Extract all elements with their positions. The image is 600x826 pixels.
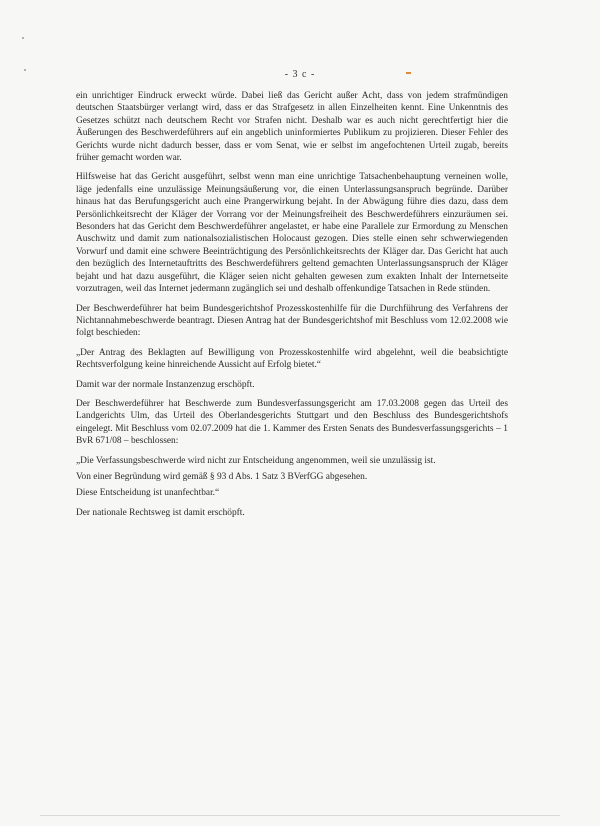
paragraph: Der Beschwerdeführer hat Beschwerde zum Bundesverfassungsgericht am 17.03.2008 gegen das Urteil des Landgerichts Ulm, das Urteil des Oberlandesgerichts Stuttgart und den Beschluss des Bundesgerichtshofs eingelegt. Mit Beschluss vom 02.07.2009 hat die 1. Kammer des Ersten Senats des Bundesverfassungsgerichts – 1 BvR 671/08 – beschlossen: — [76, 398, 508, 447]
quote-paragraph: „Die Verfassungsbeschwerde wird nicht zur Entscheidung angenommen, weil sie unzulässig ist. — [76, 455, 436, 466]
paragraph: Damit war der normale Instanzenzug erschöpft. — [76, 379, 255, 390]
quote-paragraph: „Der Antrag des Beklagten auf Bewilligung von Prozesskostenhilfe wird abgelehnt, weil die beabsichtigte Rechtsverfolgung keine hinreichende Aussicht auf Erfolg bietet.“ — [76, 347, 508, 371]
scan-edge-line — [40, 815, 560, 816]
paragraph: Der Beschwerdeführer hat beim Bundesgerichtshof Prozesskostenhilfe für die Durchführung des Verfahrens der Nichtannahmebeschwerde beantragt. Diesen Antrag hat der Bundesgerichtshof mit Beschluss vom 12.02.2008 wie folgt beschieden: — [76, 303, 508, 339]
orange-marker — [406, 72, 411, 74]
scan-speck — [22, 37, 24, 39]
quote-paragraph: Von einer Begründung wird gemäß § 93 d Abs. 1 Satz 3 BVerfGG abgesehen. — [76, 471, 368, 482]
quote-paragraph: Diese Entscheidung ist unanfechtbar.“ — [76, 488, 220, 499]
paragraph: ein unrichtiger Eindruck erweckt würde. Dabei ließ das Gericht außer Acht, dass von jedem strafmündigen deutschen Staatsbürger verlangt wird, dass er das Strafgesetz in allen Einzelheiten kennt. Eine Unkenntnis des Gesetzes schützt nach deutschem Recht vor Strafen nicht. Deshalb war es auch nicht gerechtfertigt hier die Äußerungen des Beschwerdeführers auf ein angeblich uninformiertes Publikum zu projizieren. Dieser Fehler des Gerichts wurde nicht dadurch besser, dass er vom Senat, wie er selbst im angefochtenen Urteil zugab, bereits früher gemacht worden war. — [76, 91, 508, 164]
page-number: - 3 c - — [284, 69, 316, 80]
document-body — [76, 90, 508, 526]
paragraph: Der nationale Rechtsweg ist damit erschöpft. — [76, 507, 245, 518]
paragraph: Hilfsweise hat das Gericht ausgeführt, selbst wenn man eine unrichtige Tatsachenbehauptung verneinen wolle, läge jedenfalls eine unzulässige Meinungsäußerung vor, die einen Unterlassungsanspruch begründe. Darüber hinaus hat das Berufungsgericht auch eine Prangerwirkung bejaht. In der Abwägung führe dies dazu, dass dem Persönlichkeitsrecht der Kläger der Vorrang vor der Meinungsfreiheit des Beschwerdeführers einzuräumen sei. Besonders hat das Gericht dem Beschwerdeführer angelastet, er habe eine Parallele zur Ermordung zu Menschen Auschwitz und damit zum nationalsozialistischen Holocaust gezogen. Dies stelle einen sehr schwerwiegenden Vorwurf und damit eine schwere Beeinträchtigung des Persönlichkeitsrechts der Kläger dar. Das Gericht hat auch den bezüglich des Internetauftritts des Beschwerdeführers geltend gemachten Unterlassungsanspruch der Kläger bejaht und hat dazu ausgeführt, die Kläger seien nicht gehalten gewesen zum exakten Inhalt der Internetseite vorzutragen, weil das Internet jedermann zugänglich sei und deshalb offenkundige Tatsachen in Rede stünden. — [76, 172, 508, 295]
